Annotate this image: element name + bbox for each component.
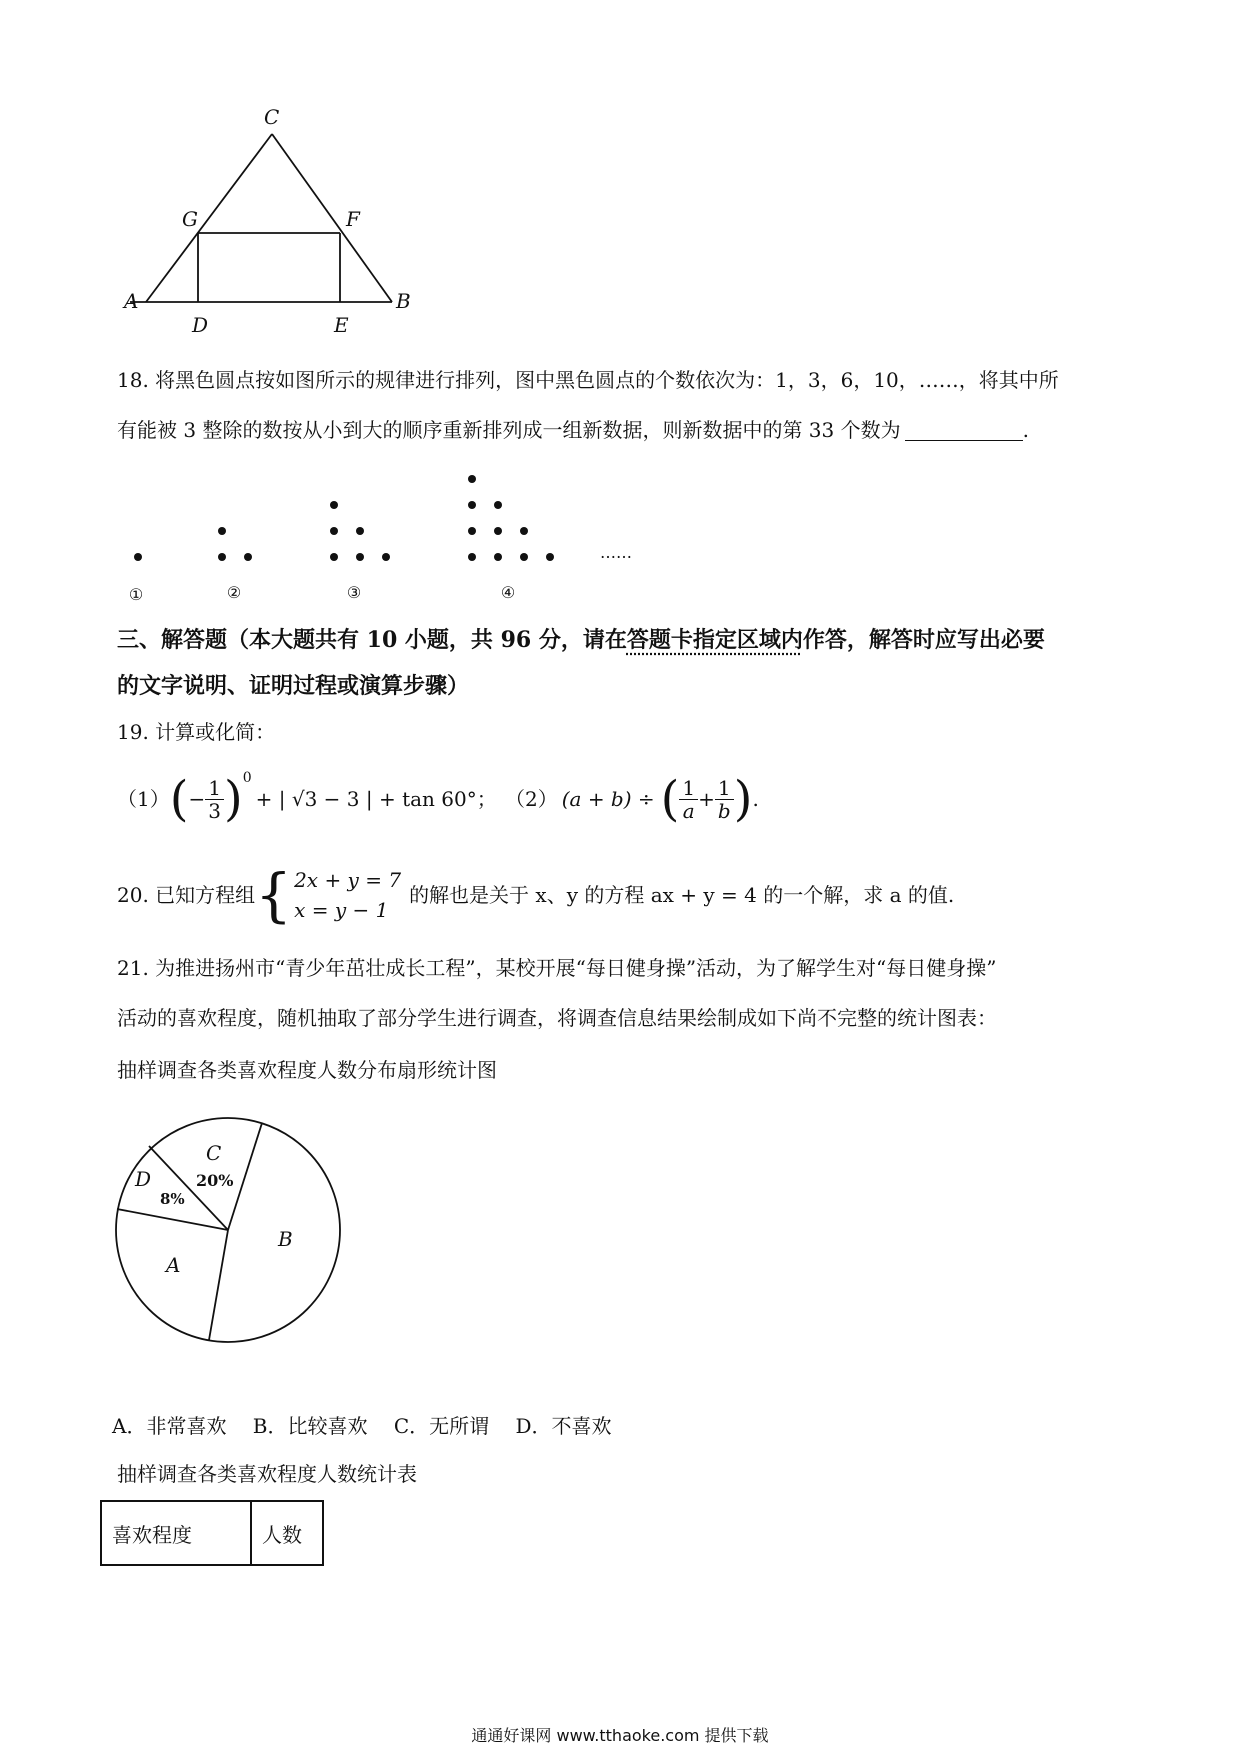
q19-p2-label: （2） xyxy=(505,787,558,811)
label-a: A xyxy=(124,289,139,313)
q19-p1-exponent: 0 xyxy=(242,770,252,786)
q18-period: . xyxy=(1022,418,1029,442)
label-g: G xyxy=(182,207,198,231)
q20-eq1: 2x + y = 7 xyxy=(294,868,402,892)
q20-equation-system xyxy=(294,865,401,925)
answer-blank xyxy=(905,418,1023,441)
q19-part1: （1） ( − $\frac{1}{3}$ ) 0 + | √3 − 3 | + tan 60°； xyxy=(117,770,497,827)
table-title: 抽样调查各类喜欢程度人数统计表 xyxy=(117,1462,417,1486)
q18-line2-text: 有能被 3 整除的数按从小到大的顺序重新排列成一组新数据，则新数据中的第 33 个数为 xyxy=(117,418,901,442)
q18-line2 xyxy=(117,416,1029,444)
q20-prefix: 20. 已知方程组 xyxy=(117,883,256,907)
pie-label-b: B xyxy=(278,1227,293,1251)
q19-p2-fraction-b: $\frac{1}{b}$ xyxy=(715,777,734,822)
q19-p2-plus: + xyxy=(698,787,715,811)
table-header-degree: 喜欢程度 xyxy=(101,1501,251,1565)
pie-label-a: A xyxy=(166,1253,181,1277)
q19-p1-rest: + | √3 − 3 | + tan 60°； xyxy=(255,787,497,811)
dots-label-2: ② xyxy=(226,583,242,602)
label-d: D xyxy=(192,313,209,337)
q19-part2: （2） (a + b) ÷ ( $\frac{1}{a}$ + $\frac{1}{b}$ ) . xyxy=(505,771,759,827)
q19-p1-minus: − xyxy=(188,787,206,811)
pie-legend: A．非常喜欢 B．比较喜欢 C．无所谓 D．不喜欢 xyxy=(112,1414,612,1438)
table-row xyxy=(101,1501,323,1565)
q21-line1: 21. 为推进扬州市“青少年茁壮成长工程”，某校开展“每日健身操”活动，为了解学生对“每日健身操” xyxy=(117,956,997,980)
q19-p1-label: （1） xyxy=(117,787,170,811)
q19-stem: 19. 计算或化简： xyxy=(117,720,276,744)
section3-line1-emphasis: 答题卡指定区域内 xyxy=(626,627,803,653)
dots-label-1: ① xyxy=(128,585,144,604)
q19-p1-fraction: $\frac{1}{3}$ xyxy=(205,777,224,822)
pie-label-c: C xyxy=(206,1141,222,1165)
page-footer: 通通好课网 www.tthaoke.com 提供下载 xyxy=(471,1726,769,1745)
pie-label-d: D xyxy=(135,1167,152,1191)
pie-value-d: 8% xyxy=(160,1190,185,1208)
label-f: F xyxy=(346,207,360,231)
pie-value-c: 20% xyxy=(196,1171,234,1190)
q19-p2-expr: (a + b) ÷ xyxy=(561,787,655,811)
dots-ellipsis: …… xyxy=(600,543,632,562)
stat-table xyxy=(100,1500,324,1566)
q18-line1: 18. 将黑色圆点按如图所示的规律进行排列，图中黑色圆点的个数依次为：1，3，6，10，……，将其中所 xyxy=(117,368,1059,392)
q20-suffix: 的解也是关于 x、y 的方程 ax + y = 4 的一个解，求 a 的值. xyxy=(409,883,955,907)
pie-title: 抽样调查各类喜欢程度人数分布扇形统计图 xyxy=(117,1058,497,1082)
triangle-figure xyxy=(110,100,430,340)
label-b: B xyxy=(396,289,411,313)
dots-label-4: ④ xyxy=(500,583,516,602)
section3-line1-before: 三、解答题（本大题共有 10 小题，共 96 分，请在 xyxy=(117,627,627,653)
q21-line2: 活动的喜欢程度，随机抽取了部分学生进行调查，将调查信息结果绘制成如下尚不完整的统计图表： xyxy=(117,1006,997,1030)
label-e: E xyxy=(334,313,349,337)
dots-label-3: ③ xyxy=(346,583,362,602)
section3-line1-after: 作答，解答时应写出必要 xyxy=(802,627,1045,653)
q20: 20. 已知方程组 { 2x + y = 7 x = y − 1 的解也是关于 x、y 的方程 ax + y = 4 的一个解，求 a 的值. xyxy=(117,861,955,929)
dots-pattern-figure xyxy=(110,462,670,612)
q20-eq2: x = y − 1 xyxy=(294,898,389,922)
section3-heading-line2: 的文字说明、证明过程或演算步骤） xyxy=(117,673,470,699)
label-c: C xyxy=(264,105,280,129)
q19-p2-fraction-a: $\frac{1}{a}$ xyxy=(679,777,698,822)
pie-boundary-b-a xyxy=(209,1230,228,1340)
table-header-count: 人数 xyxy=(251,1501,323,1565)
pie-chart xyxy=(104,1112,364,1352)
section3-heading-line1 xyxy=(117,625,1045,655)
q19-p2-end: . xyxy=(752,787,759,811)
